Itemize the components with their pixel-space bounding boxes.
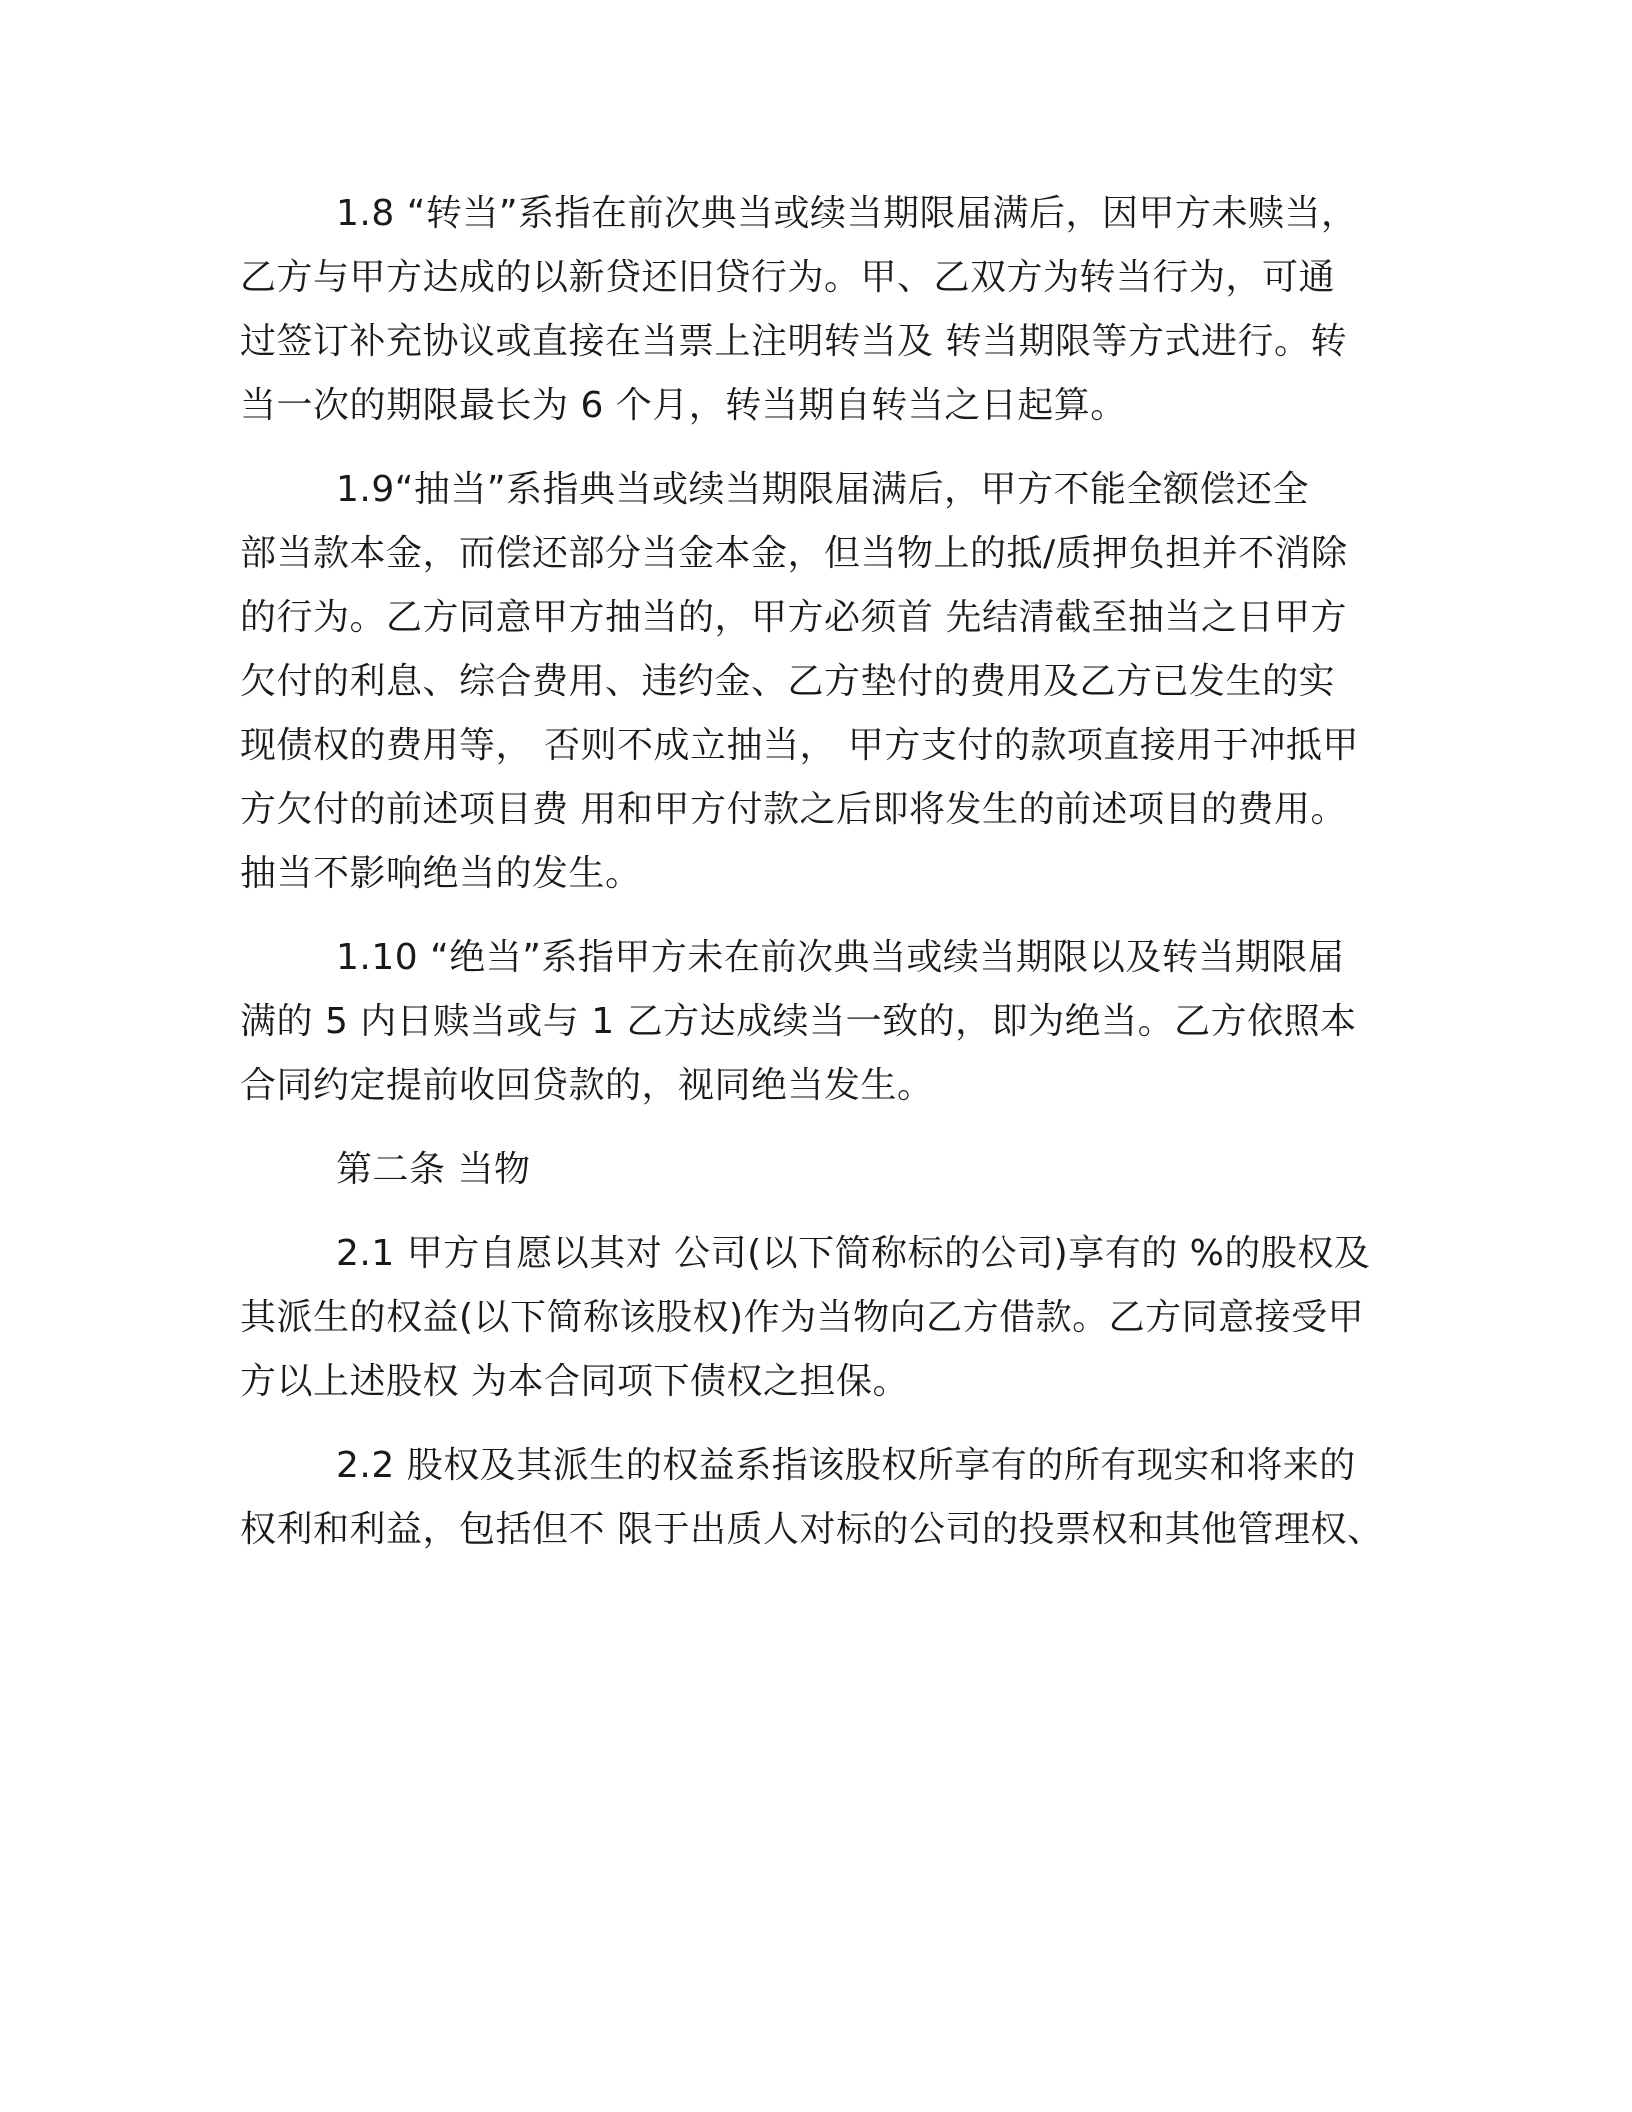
clause-1-8 (240, 182, 1380, 438)
text-line: 当一次的期限最长为 6 个月，转当期自转当之日起算。 (240, 385, 1127, 426)
text-line: 方以上述股权 为本合同项下债权之担保。 (240, 1361, 909, 1402)
text-line: 其派生的权益(以下简称该股权)作为当物向乙方借款。乙方同意接受甲 (240, 1297, 1365, 1338)
text-line: 合同约定提前收回贷款的，视同绝当发生。 (240, 1065, 934, 1106)
text-line: 权利和利益，包括但不 限于出质人对标的公司的投票权和其他管理权、 (240, 1509, 1384, 1550)
document-body (240, 182, 1384, 1582)
text-line: 2.1 甲方自愿以其对 公司(以下简称标的公司)享有的 %的股权及 (336, 1233, 1371, 1274)
clause-2-2 (240, 1434, 1384, 1562)
text-line: 2.2 股权及其派生的权益系指该股权所享有的所有现实和将来的 (336, 1445, 1356, 1486)
text-line: 部当款本金，而偿还部分当金本金，但当物上的抵/质押负担并不消除 (240, 533, 1348, 574)
text-line: 方欠付的前述项目费 用和甲方付款之后即将发生的前述项目的费用。 (240, 789, 1347, 830)
section-heading: 第二条 当物 (336, 1149, 531, 1190)
text-line: 1.10 “绝当”系指甲方未在前次典当或续当期限以及转当期限届 (336, 937, 1345, 978)
clause-2-1 (240, 1222, 1380, 1414)
text-line: 欠付的利息、综合费用、违约金、乙方垫付的费用及乙方已发生的实 (240, 661, 1336, 702)
text-line: 现债权的费用等， 否则不成立抽当， 甲方支付的款项直接用于冲抵甲 (240, 725, 1359, 766)
text-line: 1.8 “转当”系指在前次典当或续当期限届满后，因甲方未赎当， (336, 193, 1358, 234)
text-line: 1.9“抽当”系指典当或续当期限届满后，甲方不能全额偿还全 (336, 469, 1310, 510)
text-line: 抽当不影响绝当的发生。 (240, 853, 642, 894)
text-line: 过签订补充协议或直接在当票上注明转当及 转当期限等方式进行。转 (240, 321, 1347, 362)
text-line: 满的 5 内日赎当或与 1 乙方达成续当一致的，即为绝当。乙方依照本 (240, 1001, 1357, 1042)
text-line: 乙方与甲方达成的以新贷还旧贷行为。甲、乙双方为转当行为，可通 (240, 257, 1336, 298)
text-line: 的行为。乙方同意甲方抽当的，甲方必须首 先结清截至抽当之日甲方 (240, 597, 1347, 638)
article-2-heading (240, 1138, 1380, 1202)
clause-1-9 (240, 458, 1380, 906)
clause-1-10 (240, 926, 1380, 1118)
